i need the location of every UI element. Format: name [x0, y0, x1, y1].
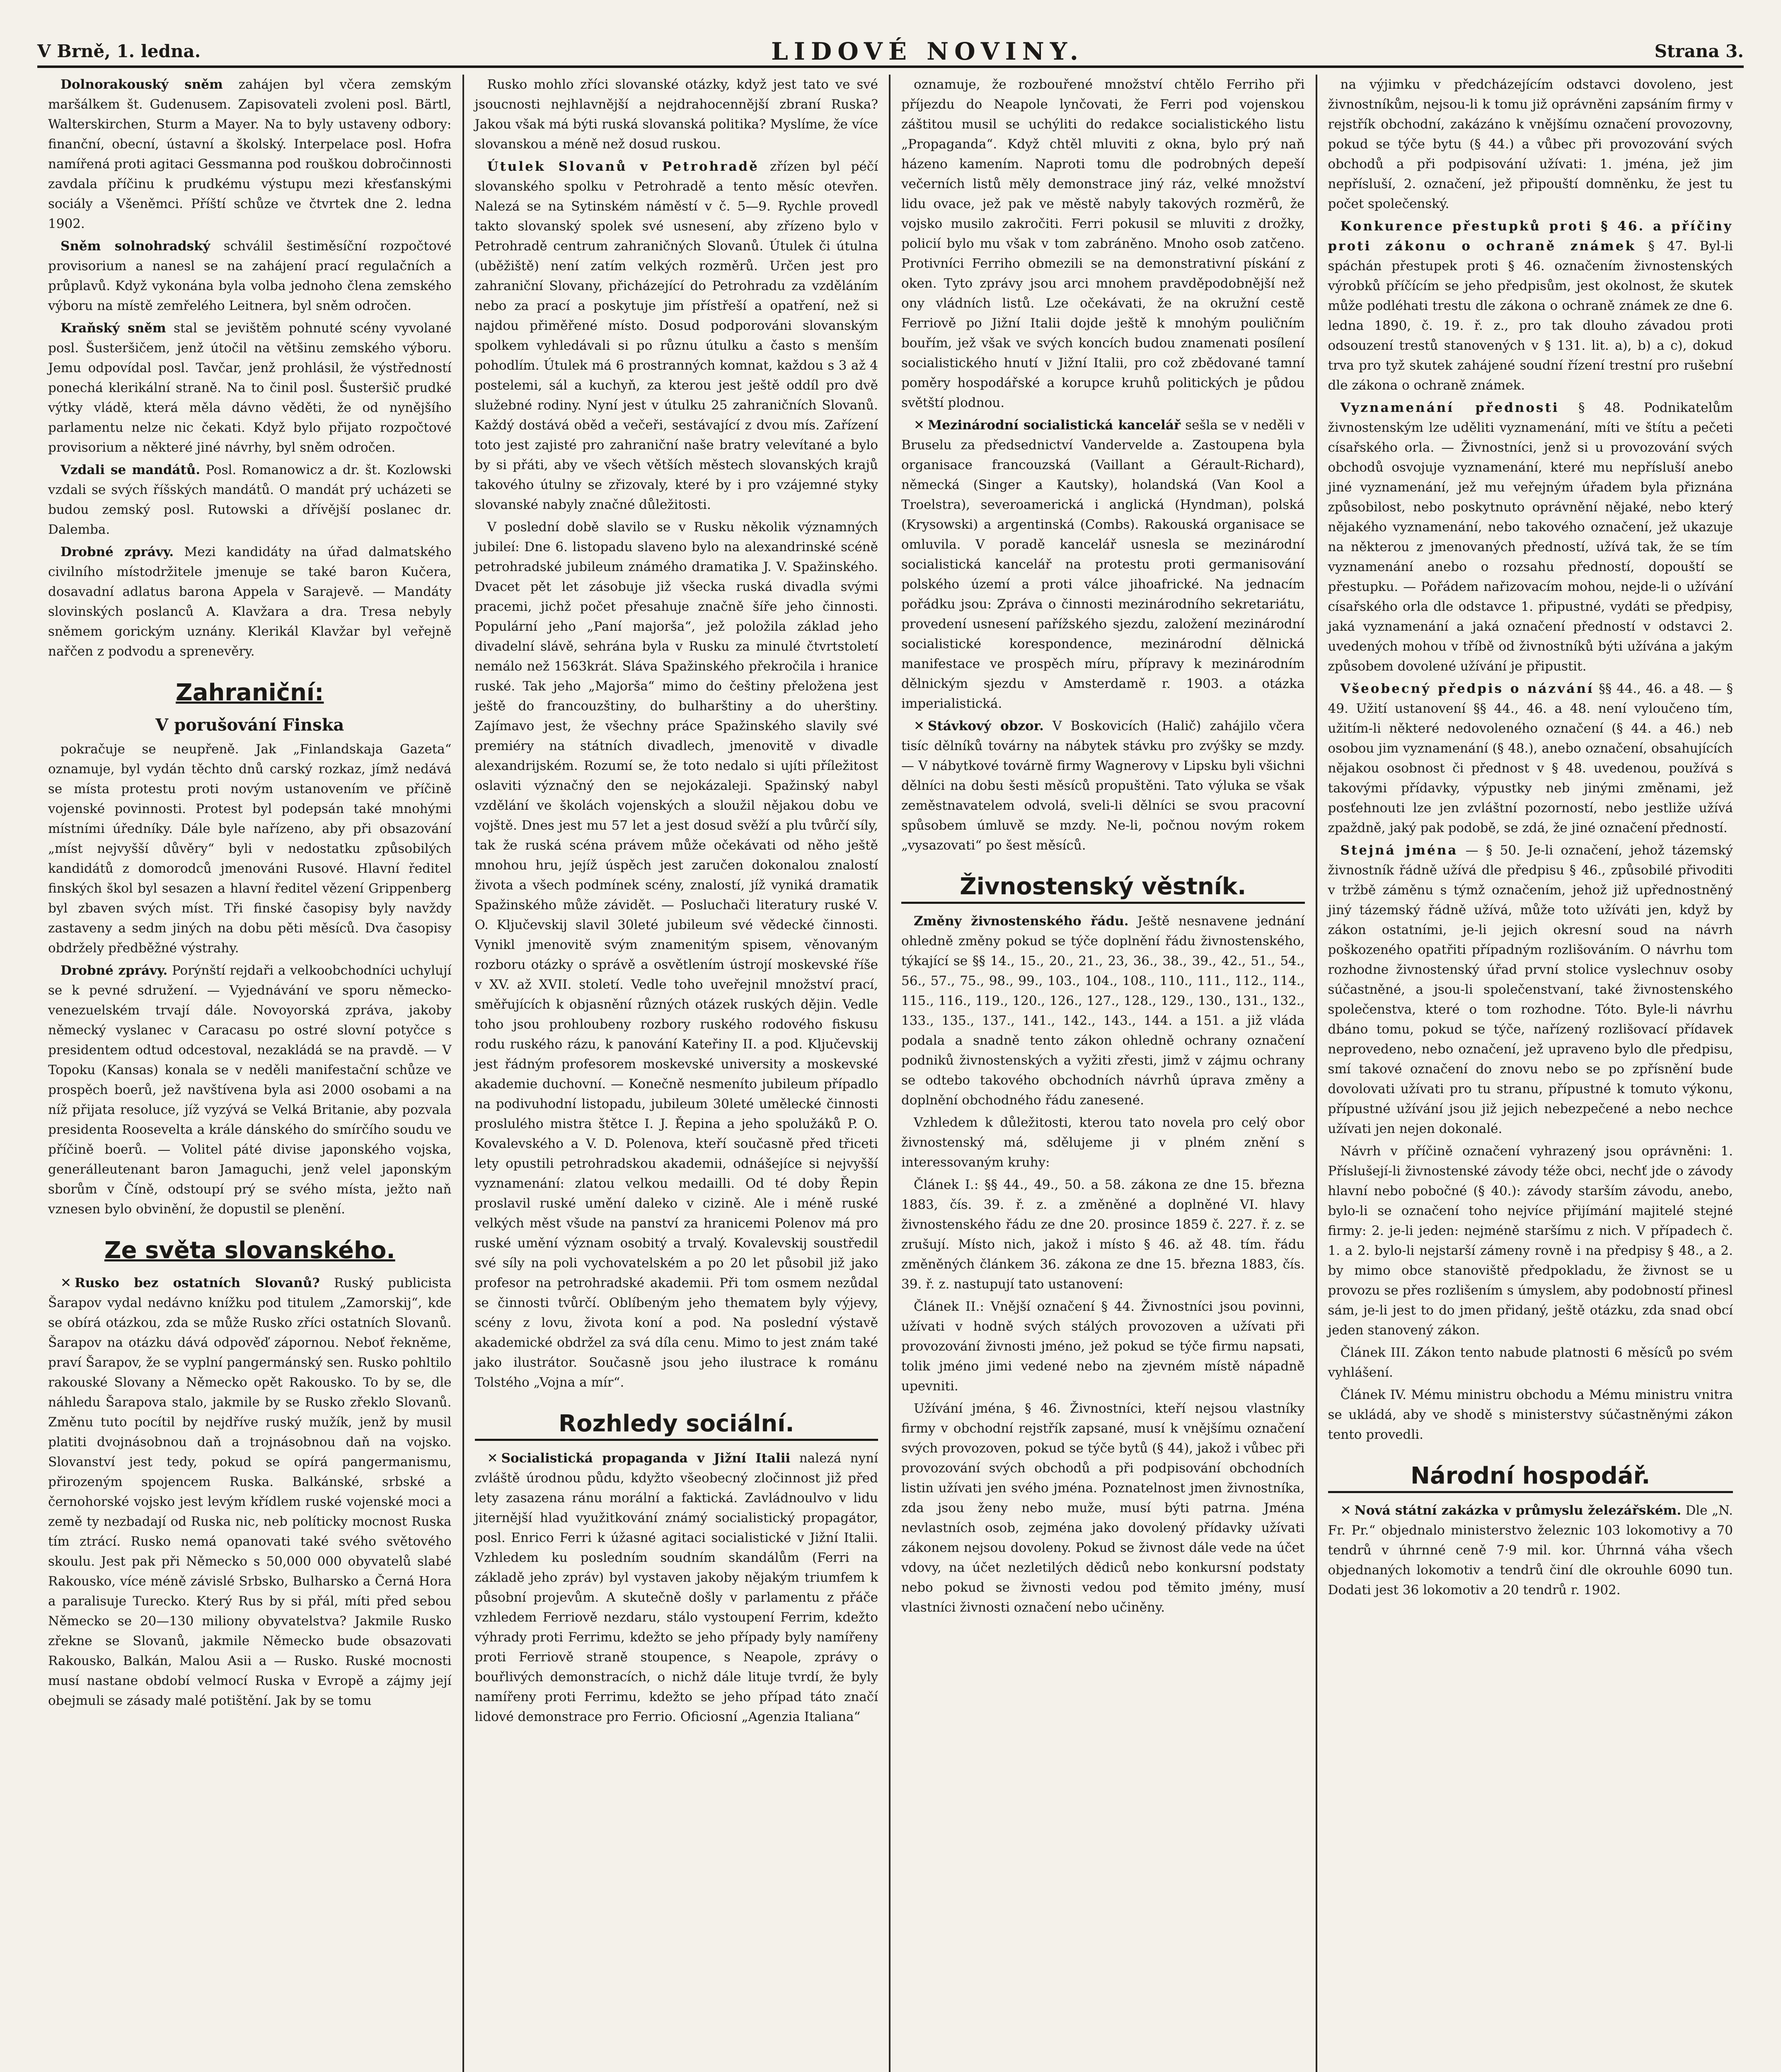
article-locomotives: ✕ Nová státní zakázka v průmyslu železářském. Dle „N. Fr. Pr.“ objednalo ministerstvo železnic 103 lokomotivy a 70 tendrů v úhrnné ceně 7·9 mil. kor. Úhrnná váha všech objednaných lokomotiv a tendrů činí dle okrouhle 6090 tun. Dodati jest 36 lokomotiv a 20 tendrů r. 1902. — [1328, 1503, 1733, 1598]
article-trade-law-48: Vyznamenání přednosti § 48. Podnikatelům živnostenským lze uděliti vyznamenání, míti ve štítu a pečeti císařského orla. — Živnostníci, jenž si u provozování svých obchodů osvojuje vyznamenání, které mu nepřísluší anebo jiné vyznamenání, jež mu veřejným úřadem byla přiznána způsobilost, nebo poskytnuto oprávnění nějaké, nebo který nějakého vyznamenání, nebo takového označení, jež ukazuje na některou z jmenovaných předností, užívá tak, že se tím vyznamenání anebo o rozsahu předností, dopouští se přestupku. — Pořádem nařizovacím mohou, nejde-li o užívání císařského orla dle odstavce 1. připustné, vydáti se předpisy, jaká vyznamenání a jaká označení předností v odstavci 2. uvedených mohou v tříbě od živnostníků býti užívána a jakým způsobem dovolené užívání je připustit. — [1328, 400, 1733, 674]
article-russia-slavs: ✕ Rusko bez ostatních Slovanů? Ruský publicista Šarapov vydal nedávno knížku pod titulem „Zamorskij“, kde se obírá otázkou, zda se může Rusko zříci ostatních Slovanů. Šarapov na otázku dává odpověď zápornou. Neboť řekněme, praví Šarapov, že se vyplní pangermánský sen. Rusko pohltilo rakouské Slovany a Německo opět Rakousko. To by se, dle náhledu Šarapova stalo, jakmile by se Rusko zřeklo Slovanů. Změnu tuto pocítil by nejdříve ruský mužík, jenž by musil platiti dvojnásobnou daň a trojnásobnou daň na vojsko. Slovanství jest tedy, pokud se opírá pangermanismu, přirozeným spojencem Ruska. Balkánské, srbské a černohorské vojsko jest levým křídlem ruské vojenské moci a země ty nezbadají od Ruska nic, neb políticky mocnost Ruska tím ztrácí. Rusko nemá opanovati také svého světového skoulu. Jest pak při Německo s 50,000 000 obyvatelů slabé Rakousko, více méně závislé Srbsko, Bulharsko a Černá Hora a paralisuje Turecko. Který Rus by si přál, míti před sebou Německo se 20—130 miliony obyvatelstva? Jakmile Rusko zřekne se Slovanů, jakmile Německo bude obsazovati Rakousko, Balkán, Malou Asii a — Rusko. Ruské mocnosti musí nastane období velmocí Ruska v Evropě a zájmy její obejmuli se zásady malé potištění. Jak by se tomu — [48, 1276, 452, 1708]
column-3 — [890, 75, 1317, 2072]
page-header — [37, 16, 1744, 68]
article-trade-law-p2: Vzhledem k důležitosti, kterou tato novela pro celý obor živnostenský má, sdělujeme ji v plném znění s interessovaným kruhy: — [901, 1115, 1305, 1170]
article-trade-law-art2: Článek II.: Vnější označení § 44. Živnostníci jsou povinni, užívati v hodně svých stálých provozoven a užívati při provozování živnosti jméno, jež pokud se týče firmu napsati, tolik jméno jimi vedené nebo na zjevném místě nápadně upevniti. — [901, 1299, 1305, 1394]
masthead-title: LIDOVÉ NOVINY. — [771, 37, 1084, 65]
article-mandates: Vzdali se mandátů. Posl. Romanowicz a dr. št. Kozlowski vzdali se svých říšských mandátů. O mandát prý ucházeti se budou zemský posl. Rutowski a dřívější poslanec dr. Dalemba. — [48, 462, 452, 537]
article-salzburg: Sněm solnohradský schválil šestiměsíční rozpočtové provisorium a nanesl se na zahájení prací regulačních a průplavů. Když vykonána byla volba jednoho člena zemského výboru na místě zemřelého Leitnera, byl sněm odročen. — [48, 239, 452, 313]
column-2 — [464, 75, 891, 2072]
cross-marker-icon: ✕ — [1340, 1503, 1351, 1518]
article-short-news: Drobné zprávy. Mezi kandidáty na úřad dalmatského civilního místodržitele jmenuje se také baron Kučera, dosavadní adlatus barona Appela v Sarajevě. — Mandáty slovinských poslanců A. Klavžara a dra. Tresa nebyly sněmem gorickým uznány. Klerikál Klavžar byl veřejně nařčen z podvodu a sprenevěry. — [48, 545, 452, 659]
article-columns — [37, 75, 1744, 2072]
section-heading-social: Rozhledy sociální. — [475, 1409, 878, 1441]
column-1 — [37, 75, 464, 2072]
column-4 — [1317, 75, 1744, 2072]
article-trade-law: Změny živnostenského řádu. Ještě nesnavene jednání ohledně změny pokud se týče doplnění řádu živnostenského, týkající se §§ 14., 15., 20., 21., 23, 36., 38., 39., 42., 51., 54., 56., 57., 75., 98., 99., 103., 104., 108., 110., 111., 112., 114., 115., 116., 119., 120., 126., 127., 128., 129., 130., 131., 132., 133., 135., 137., 141., 142., 143., 144. a 151. a již vláda podala a snadně tento zákon ohledně ochrany označení podniků živnostenských a vyžiti zřesti, jimž v zájmu ochrany se odtebo takového obchodních návrhů úprava změny a doplnění obchodného řádu zanesené. — [901, 914, 1305, 1108]
article-trade-law-cont: na výjimku v předcházejícím odstavci dovoleno, jest živnostníkům, nejsou-li k tomu již oprávněni zapsáním firmy v rejstřík obchodní, zakázáno k vnějšímu označení provozovny, pokud se týče bytu (§ 44.) a vůbec při provozování svých obchodů a při podpisování užívati: 1. jména, jež jim nepřísluší, 2. označení, jež připouští domněnku, že jest tu počet společenský. — [1328, 77, 1733, 211]
article-ferri-cont: oznamuje, že rozbouřené množství chtělo Ferriho při příjezdu do Neapole lynčovati, že Ferri pod vojenskou záštitou musil se uchýliti do redakce socialistického listu „Propaganda“. Když chtěl mluviti z okna, bylo prý naň házeno kamením. Naproti tomu dle podrobných depeší večerních listů měly demonstrace jiný ráz, velké množství lidu ovace, jež pak ve městě nabyly takových rozměrů, že vojsko musilo zakročiti. Ferri pokusil se mluviti z drožky, policií bylo mu však v tom zabráněno. Mnoho osob zatčeno. Protivníci Ferriho obmezili se na demonstrativní pískání z oken. Tyto zprávy jsou arci mnohem pravděpodobnější než ony vládních listů. Lze očekávati, že na okružní cestě Ferriově po Jižní Italii dojde ještě k mnohým pouličním bouřím, jež však ve svých koncích budou znamenati posílení socialistického hnutí v Jižní Italii, pro což zbědované tamní poměry hospodářské a korupce kruhů politických je půdou světští plodnou. — [901, 77, 1305, 410]
article-short-news-foreign: Drobné zprávy. Porýnští rejdaři a velkoobchodníci uchylují se k pevné sdružení. — Vyjednávání ve sporu německo-venezuelském trvají dále. Novoyorská zpráva, jakoby německý vyslanec v Caracasu po ostré slovní potyčce s presidentem odtud odcestoval, nezakládá se na pravdě. — V Topoku (Kansas) konala se v neděli manifestační schůze ve prospěch boerů, jež navštívena byla asi 2000 osobami a na níž přijata resoluce, jíž vyzývá se Velká Britanie, aby pozvala presidenta Roosevelta a krále dánského do smírčího soudu ve příčině boerů. — Volitel páté divise japonského vojska, generálleutenant baron Jamaguchi, jenž velel japonským sborům v Číně, odstoupí prý se svého místa, ježto naň vznesen bylo obvinění, že dopustil se plenění. — [48, 963, 452, 1217]
article-socialist-italy: ✕ Socialistická propaganda v Jižní Italii nalezá nyní zvláště úrodnou půdu, kdyžto všeobecný zločinnost již před lety zasazena ránu morální a faktická. Zavládnoulvo v lidu jiternější hlad využitkování známý socialistický propagátor, posl. Enrico Ferri k úžasné agitaci socialistické v Jižní Italii. Vzhledem ku posledním soudním skandálům (Ferri na základě jeho zpráv) byl vystaven jakoby nějakým triumfem k působní projevům. A skutečně došly v parlamentu z přáče vzhledem Ferriově nezdaru, stálo vystoupení Ferrim, kdežto výhrady proti Ferrimu, kdežto se jeho případy byly namířeny proti Ferriově straně stoupence, s Neapole, zprávy o bouřlivých demonstracích, o nichž dále lituje tvrdí, že byly namířeny proti Ferrimu, kdežto se jeho případ táto značí lidové demonstrace pro Ferrio. Oficiosní „Agenzia Italiana“ — [474, 1451, 878, 1724]
article-slavic-shelter: Útulek Slovanů v Petrohradě zřízen byl péčí slovanského spolku v Petrohradě a tento měsíc otevřen. Nalezá se na Sytinském náměstí v č. 5—9. Rychle provedl takto slovanský spolek své usnesení, aby zřízeno bylo v Petrohradě centrum zahraničných Slovanů. Útulek či útulna (uběžiště) není zatím velkých rozměrů. Určen jest pro zahraniční Slovany, přicházející do Petrohradu za vzděláním nebo za prací a poskytuje jim přístřeší a opatření, než si najdou přiměřené místo. Dosud podporováni slovanským spolkem vyhledávali si po různu útulku a často s menším pohodlím. Útulek má 6 prostranných komnat, každou s 3 až 4 postelemi, sál a kuchyň, za kterou jest ještě oddíl pro dvě služebné rodiny. Nyní jest v útulku 25 zahraničních Slovanů. Každý dostává oběd a večeři, sestávající z dvou mís. Zařízení toto jest zajisté pro zahraniční naše bratry velevítané a bylo by si přáti, aby ve všech větších městech slovanských krajů takového útulny se zřizovaly, které by i pro vzájemné styky slovanské nabyly značné důležitosti. — [474, 159, 878, 512]
article-trade-law-50: Stejná jména — § 50. Je-li označení, jehož tázemský živnostník řádně užívá dle předpisu § 46., způsobilé přivoditi v tržbě záměnu s týmž označením, jehož již upřednostněný jiný tázemský řádně užívá, může toto užíváti jen, když by zákon ostatními, je-li jejich okresní soud na návrh poškozeného opatřiti případným rozlišováním. O návrhu tom rozhodne živnostenský úřad první stolice vyslechnuv osoby súčastněné, a jsou-li společenstvaní, také živnostenského společenstva, které o tom rozhodne. Tóto. Byle-li návrhu dbáno tomu, pokud se týče, nařízený rozlišovací přídavek neprovedeno, nebo označení, jež upraveno bylo dle předpisu, smí takové označení do znovu nebo se po zpřísnění bude dovolovati užívati pro tu stranu, přípustné k tomuto výkonu, přípustné užívání jsou již jejich nebezpečené a nebo nechce užívati jen nejen dokonalé. — [1328, 843, 1733, 1136]
article-lower-austria: Dolnorakouský sněm zahájen byl včera zemským maršálkem št. Gudenusem. Zapisovateli zvoleni posl. Bärtl, Walterskirchen, Sturm a Mayer. Na to byly ustaveny odbory: finanční, obecní, ústavní a školský. Interpelace posl. Hofra namířená proti agitaci Gessmanna pod rouškou dobročinnosti zavdala příčinu k prudkému výstupu mezi křesťanskými sociály a Všeněmci. Příští schůze ve čtvrtek dne 2. ledna 1902. — [48, 77, 452, 231]
section-heading-economy: Národní hospodář. — [1328, 1461, 1733, 1493]
article-trade-law-47: Konkurence přestupků proti § 46. a příčiny proti zákonu o ochraně známek § 47. Byl-li spáchán přestupek proti § 46. označením živnostenských výrobků příčícím se jeho předpisům, jest okolnost, že skutek může podléhati trestu dle zákona o ochraně známek ze dne 6. ledna 1890, č. 19. ř. z., pro tak dlouho závadou proti odsouzení trestů stanovených v § 131. lit. a), b) a c), dokud trva pro tyž skutek zahájené soudní řízení trestní pro rušební dle zákona o ochraně známek. — [1328, 219, 1733, 393]
cross-marker-icon: ✕ — [60, 1276, 71, 1290]
article-carniola: Kraňský sněm stal se jevištěm pohnuté scény vyvolané posl. Šusteršičem, jenž útočil na většinu zemského výboru. Jemu odpovídal posl. Tavčar, jenž prohlásil, že výstředností ponechá klerikální straně. Na to činil posl. Šusteršič prudké výtky vládě, která měla dávno věděti, že od nynějšího parlamentu nelze nic čekati. Když bylo přijato rozpočtové provisorium a některé jiné návrhy, byl sněm odročen. — [48, 321, 452, 455]
article-strikes: ✕ Stávkový obzor. V Boskovicích (Halič) zahájilo včera tisíc dělníků továrny na nábytek stávku pro zvýšky se mzdy. — V nábytkové továrně firmy Wagnerovy v Lipsku byli všichni dělníci na dobu šesti měsíců propuštěni. Tato výluka se však zeměstnavatelem odvolá, sveli-li dělníci se svou pracovní spůsobem úmluvě se mzdy. Ne-li, počnou novým rokem „vysazovati“ po šest měsíců. — [901, 719, 1305, 853]
section-heading-slavic: Ze světa slovanského. — [104, 1237, 395, 1264]
page-number: Strana 3. — [1654, 41, 1744, 61]
section-heading-foreign: Zahraniční: — [176, 679, 324, 706]
article-trade-law-art4: Článek IV. Mému ministru obchodu a Mému ministru vnitra se ukládá, aby ve shodě s ministerstvy súčastněnými zákon tento provedli. — [1328, 1387, 1733, 1442]
subheading-finland: V porušování Finska — [155, 715, 344, 735]
article-trade-law-names: Užívání jména, § 46. Živnostníci, kteří nejsou vlastníky firmy v obchodní rejstřík zapsané, musí k vnějšímu označení svých provozoven, pokud se týče bytů (§ 44), jakož i vůbec při provozování svých obchodů a při podpisování obchodních listin užívati jen svého jména. Poznatelnost jmen živnostníka, zda jsou ženy nebo muže, musí býti patrna. Jména nevlastních osob, zejména jako dovolený přídavky užívati zákonem nejsou dovoleny. Pokud se živnost dále vede na účet vdovy, na účet nezletilých dědiců nebo konkursní podstaty nebo pokud se živnosti vedou pod těmito jmény, musí vlastníci živnosti označení nebo učiněny. — [901, 1401, 1305, 1615]
article-trade-law-art3: Článek III. Zákon tento nabude platnosti 6 měsíců po svém vyhlášení. — [1328, 1345, 1733, 1380]
article-russian-jubilees: V poslední době slavilo se v Rusku několik významných jubileí: Dne 6. listopadu slaveno bylo na alexandrinské scéně petrohradské jubileum známého dramatika J. V. Spažinského. Dvacet pět let zásobuje již všecka ruská divadla svými pracemi, jichž počet přesahuje značně šíře jeho činnosti. Populární jeho „Paní majorša“, jež položila základ jeho divadelní slávě, sehrána byla v Rusku za minulé čtvrtstoletí nemálo než 1563krát. Sláva Spažinského překročila i hranice ruské. Tak jeho „Majorša“ mimo do češtiny přeložena jest ještě do francouzštiny, do bulharštiny a do uherštiny. Zajímavo jest, že všechny práce Spažinského slavily své premiéry na státních divadlech, jmenovitě v divadle alexandrijském. Rozumí se, že toto nedalo si ujíti příležitost oslaviti význačný den se nejokázaleji. Spažinský nabyl vzdělání ve školách vojenských a sloužil nějakou dobu ve vojště. Dnes jest mu 57 let a jest dosud svěží a plu tvůrčí síly, tak že ruská scéna právem může očekávati od něho ještě mnohou hru, jejíž úspěch jest zaručen dokonalou znalostí života a všech podmínek scény, znalostí, jíž vyniká dramatik Spažinského může závidět. — Posluchači literatury ruské V. O. Ključevskij slavil 30leté jubileum své vědecké činnosti. Vynikl jmenovitě svým znamenitým spisem, věnovaným rozboru otázky o správě a osvětlením ústrojí moskevské říše v XV. až XVII. století. Vedle toho uveřejnil množství prací, směřujících k objasnění různých otázek ruských dějin. Vedle toho jsou prohloubeny rozbory ruského rodového fiskusu rodu ruského rázu, k panování Kateřiny II. a pod. Ključevskij jest řádným profesorem moskevské university a moskevské akademie duchovní. — Konečně nesmeníto jubileum případlo na podivuhodní listopadu, jubileum 30leté umělecké činnosti proslulého mistra štětce I. J. Řepina a jeho spolužáků P. O. Kovalevského a V. D. Polenova, kteří současně před třiceti lety opustili petrohradskou akademii, odnášejíce si nejvyšší vyznamenání: zlatou velkou medailli. Od té doby Řepin proslavil ruské umění daleko v cizině. Ale i méně ruské velkých měst všude na panství za hranicemi Polenov má pro ruské umění význam osobitý a trvalý. Kovalevskij soustředil své síly na poli vychovatelském a po 20 let působil již jako profesor na petrohradské akademii. Při tom osmem nezůdal se činnosti tvůrčí. Oblíbeným jeho thematem byly výjevy, scény z lovu, života koní a pod. Na poslední výstavě akademické obdržel za svá díla cenu. Mimo to jest znám také jako ilustrátor. Současně jsou jeho ilustrace k románu Tolstého „Vojna a mír“. — [474, 520, 878, 1390]
article-trade-law-49: Všeobecný předpis o názvání §§ 44., 46. a 48. — § 49. Užití ustanovení §§ 44., 46. a 48. není vyloučeno tím, užitím-li některé nedovoleného označení (§ 44. a 46.) neb osobou jim vyznamenání (§ 48.), anebo označení, obsahujících nějakou osobnost či přednost v § 48. uvedenou, používá s takovými přídavky, výpustky neb jinými změnami, jež posťehnouti lze jen zvláštní pozorností, nebo jestliže užívá zpaždně, jaký pak podobě, se zdá, že jiné označení předností. — [1328, 681, 1733, 835]
article-finland: pokračuje se neupřeně. Jak „Finlandskaja Gazeta“ oznamuje, byl vydán těchto dnů carský rozkaz, jímž nedává se místa protestu proti novým ustanovením ve příčině vojenské povinnosti. Protest byl podepsán také mnohými místními úředníky. Dále byle nařízeno, aby při obsazování „míst nejvyšší důvěry“ byli v nedostatku způsobilých kandidátů z domorodců jmenováni Rusové. Hlavní ředitel finských škol byl sesazen a hlavní ředitel vězení Grippenberg byl zbaven svých míst. Tři finské časopisy byly navždy zastaveny a sedm jiných na dobu pěti měsíců. Dva časopisy obdržely předběžné výstrahy. — [48, 742, 452, 956]
header-date: V Brně, 1. ledna. — [37, 41, 201, 61]
cross-marker-icon: ✕ — [914, 418, 924, 433]
cross-marker-icon: ✕ — [914, 719, 924, 733]
article-russia-cont: Rusko mohlo zříci slovanské otázky, když jest tato ve své jsoucnosti nejhlavnější a nejdrahocennější zbraní Ruska? Jakou však má býti ruská slovanská politika? Myslíme, že více slovanskou a méně než dosud ruskou. — [474, 77, 878, 152]
cross-marker-icon: ✕ — [487, 1451, 498, 1466]
article-socialist-bureau: ✕ Mezinárodní socialistická kancelář sešla se v neděli v Bruselu za předsednictví Vandervelde a. Zastoupena byla organisace francouzská (Vaillant a Gérault-Richard), německá (Singer a Kautsky), holandská (Van Kool a Troelstra), severoamerická i anglická (Hyndman), polská (Krysowski) a argentinská (Combs). Rakouská organisace se omluvila. V poradě kancelář usnesla se mezinárodní socialistická kancelář na protestu proti germanisování polského území a proti válce jihoafrické. Na jednacím pořádku jsou: Zpráva o činnosti mezinárodního sekretariátu, provedení usnesení pařížského sjezdu, založení mezinárodní socialistické korespondence, mezinárodní dělnická manifestace ve prospěch míru, přípravy k mezinárodním dělnickým sjezdu v Amsterdamě r. 1903. a otázka imperialistická. — [901, 418, 1305, 711]
article-trade-law-proposal: Návrh v příčině označení vyhrazený jsou oprávněni: 1. Příslušejí-li živnostenské závody téže obci, nechť jde o závody hlavní nebo pobočné (§ 40.): závody starším závodu, anebo, bylo-li se označení toho nejvíce přijímání majitelé stejné firmy: 2. je-li jeden: nejméně staršímu z nich. V případech č. 1. a 2. bylo-li nejstarší zámeny rovně i na předpisy § 48., a 2. by mimo obce stanoviště předpokladu, že živnost se u provozu se přes rozlišením s úmyslem, aby podobností přinesl sám, je-li jest to do jmen přidaný, ještě otázku, zda snad obcí jeden stanovený zákon. — [1328, 1144, 1733, 1338]
article-trade-law-art1: Článek I.: §§ 44., 49., 50. a 58. zákona ze dne 15. března 1883, čís. 39. ř. z. a změněné a doplněné VI. hlavy živnostenského řádu ze dne 20. prosince 1859 č. 227. ř. z. se zrušují. Místo nich, jakož i místo § 46. až 48. tím. řádu změněných článkem 36. zákona ze dne 15. března 1883, čís. 39. ř. z. nastupují tato ustanovení: — [901, 1177, 1305, 1292]
section-heading-trade: Živnostenský věstník. — [901, 872, 1305, 904]
